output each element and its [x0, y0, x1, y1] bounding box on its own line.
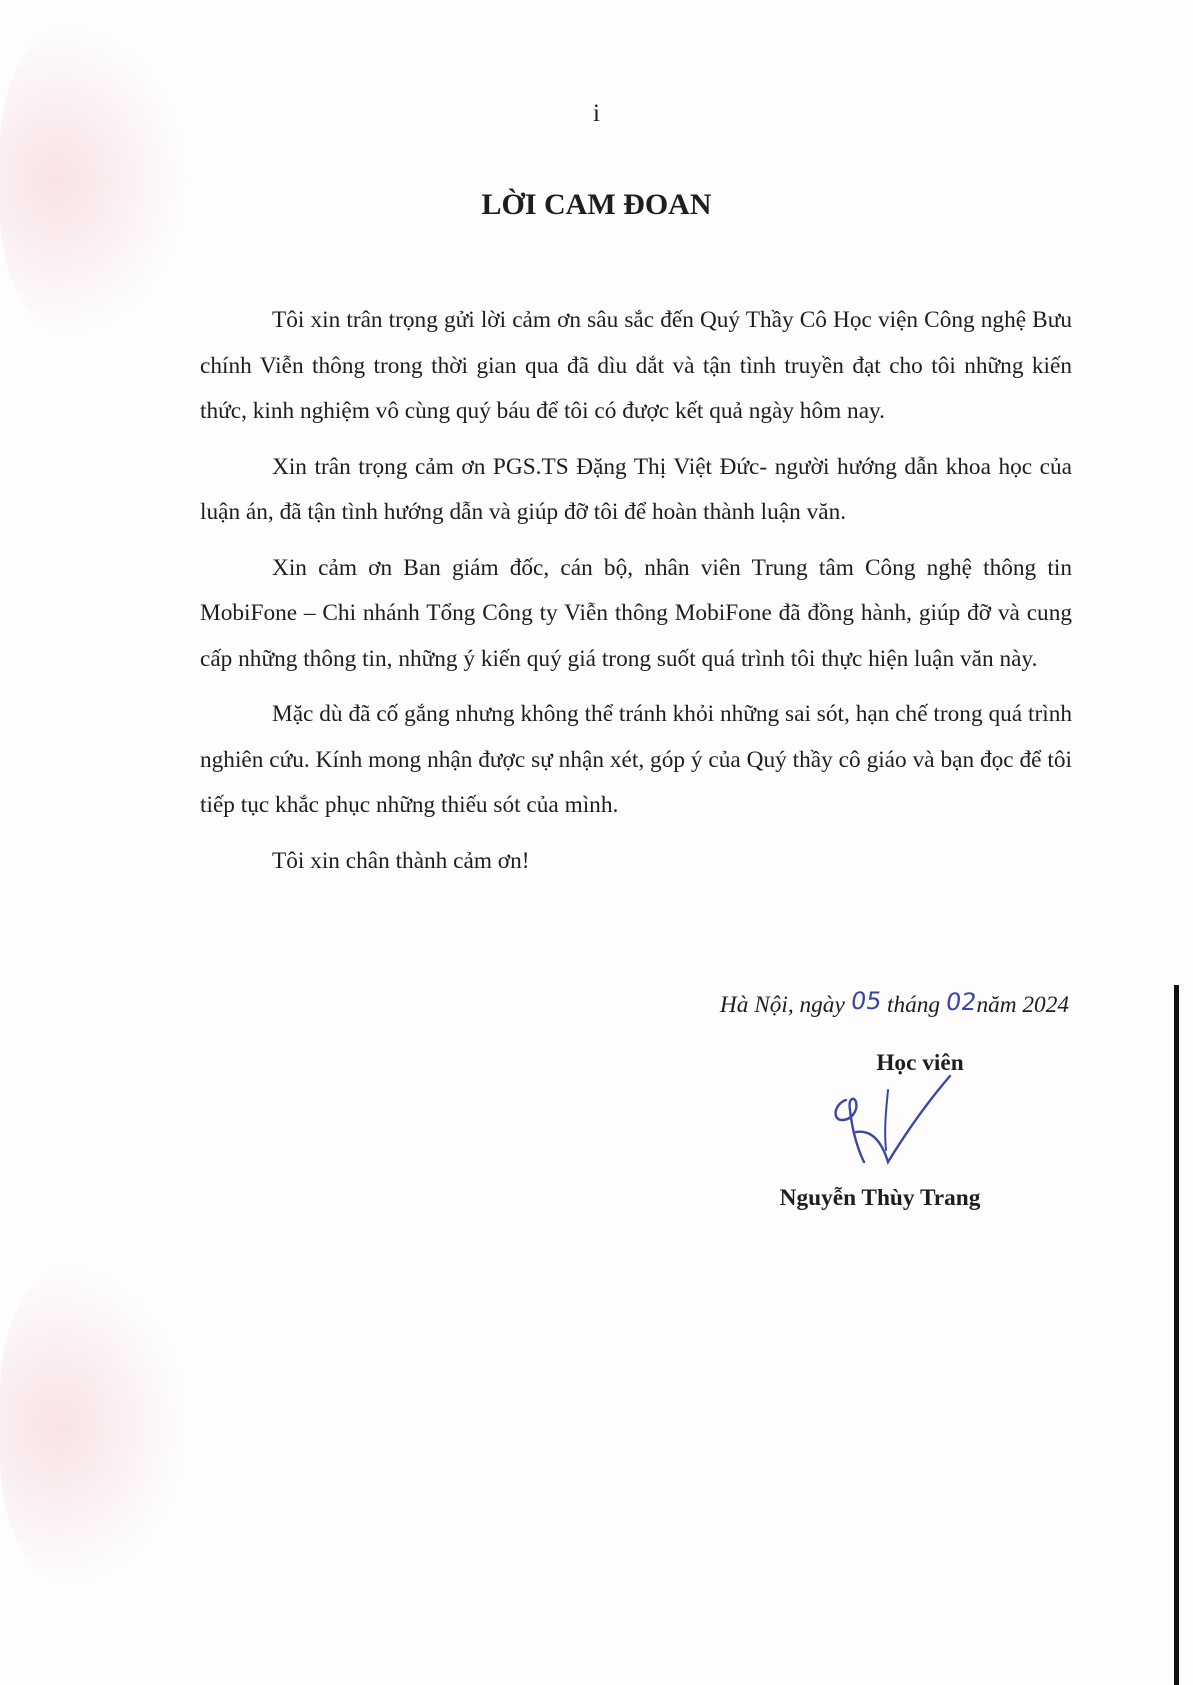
signer-role: Học viên: [876, 1050, 964, 1076]
page-title: LỜI CAM ĐOAN: [481, 188, 712, 221]
signer-name: Nguyễn Thùy Trang: [779, 1185, 981, 1211]
scan-edge-line: [1174, 985, 1179, 1685]
date-place: Hà Nội, ngày: [719, 992, 845, 1018]
scan-artifact-bottom: [0, 1260, 190, 1590]
date-month-handwritten: 02: [943, 988, 979, 1016]
page-number: i: [593, 100, 600, 127]
paragraph-limitations: Mặc dù đã cố gắng nhưng không thể tránh khỏi những sai sót, hạn chế trong quá trình nghiên cứu. Kính mong nhận được sự nhận xét, góp ý của Quý thầy cô giáo và bạn đọc để tôi tiếp tục khắc phục những thiếu sót của mình.: [200, 701, 1072, 818]
paragraph-thanks-faculty: Tôi xin trân trọng gửi lời cảm ơn sâu sắc đến Quý Thầy Cô Học viện Công nghệ Bưu chính Viễn thông trong thời gian qua đã dìu dắt và tận tình truyền đạt cho tôi những kiến thức, kinh nghiệm vô cùng quý báu để tôi có được kết quả ngày hôm nay.: [200, 307, 1072, 424]
paragraph-thanks-mobifone: Xin cảm ơn Ban giám đốc, cán bộ, nhân viên Trung tâm Công nghệ thông tin MobiFone – Chi nhánh Tổng Công ty Viễn thông MobiFone đã đồng hành, giúp đỡ và cung cấp những thông tin, những ý kiến quý giá trong suốt quá trình tôi thực hiện luận văn này.: [200, 554, 1072, 672]
date-day-handwritten: 05: [848, 987, 884, 1015]
paragraph-closing-thanks: Tôi xin chân thành cảm ơn!: [272, 847, 530, 874]
date-year: năm 2024: [976, 992, 1069, 1018]
paragraph-thanks-supervisor: Xin trân trọng cảm ơn PGS.TS Đặng Thị Việt Đức- người hướng dẫn khoa học của luận án, đã tận tình hướng dẫn và giúp đỡ tôi để hoàn thành luận văn.: [200, 453, 1072, 525]
signature-icon: [828, 1070, 958, 1180]
date-line: [719, 987, 1069, 1019]
date-month-label: tháng: [887, 992, 941, 1018]
body-text: [200, 298, 1072, 894]
scan-artifact-top: [0, 20, 190, 340]
